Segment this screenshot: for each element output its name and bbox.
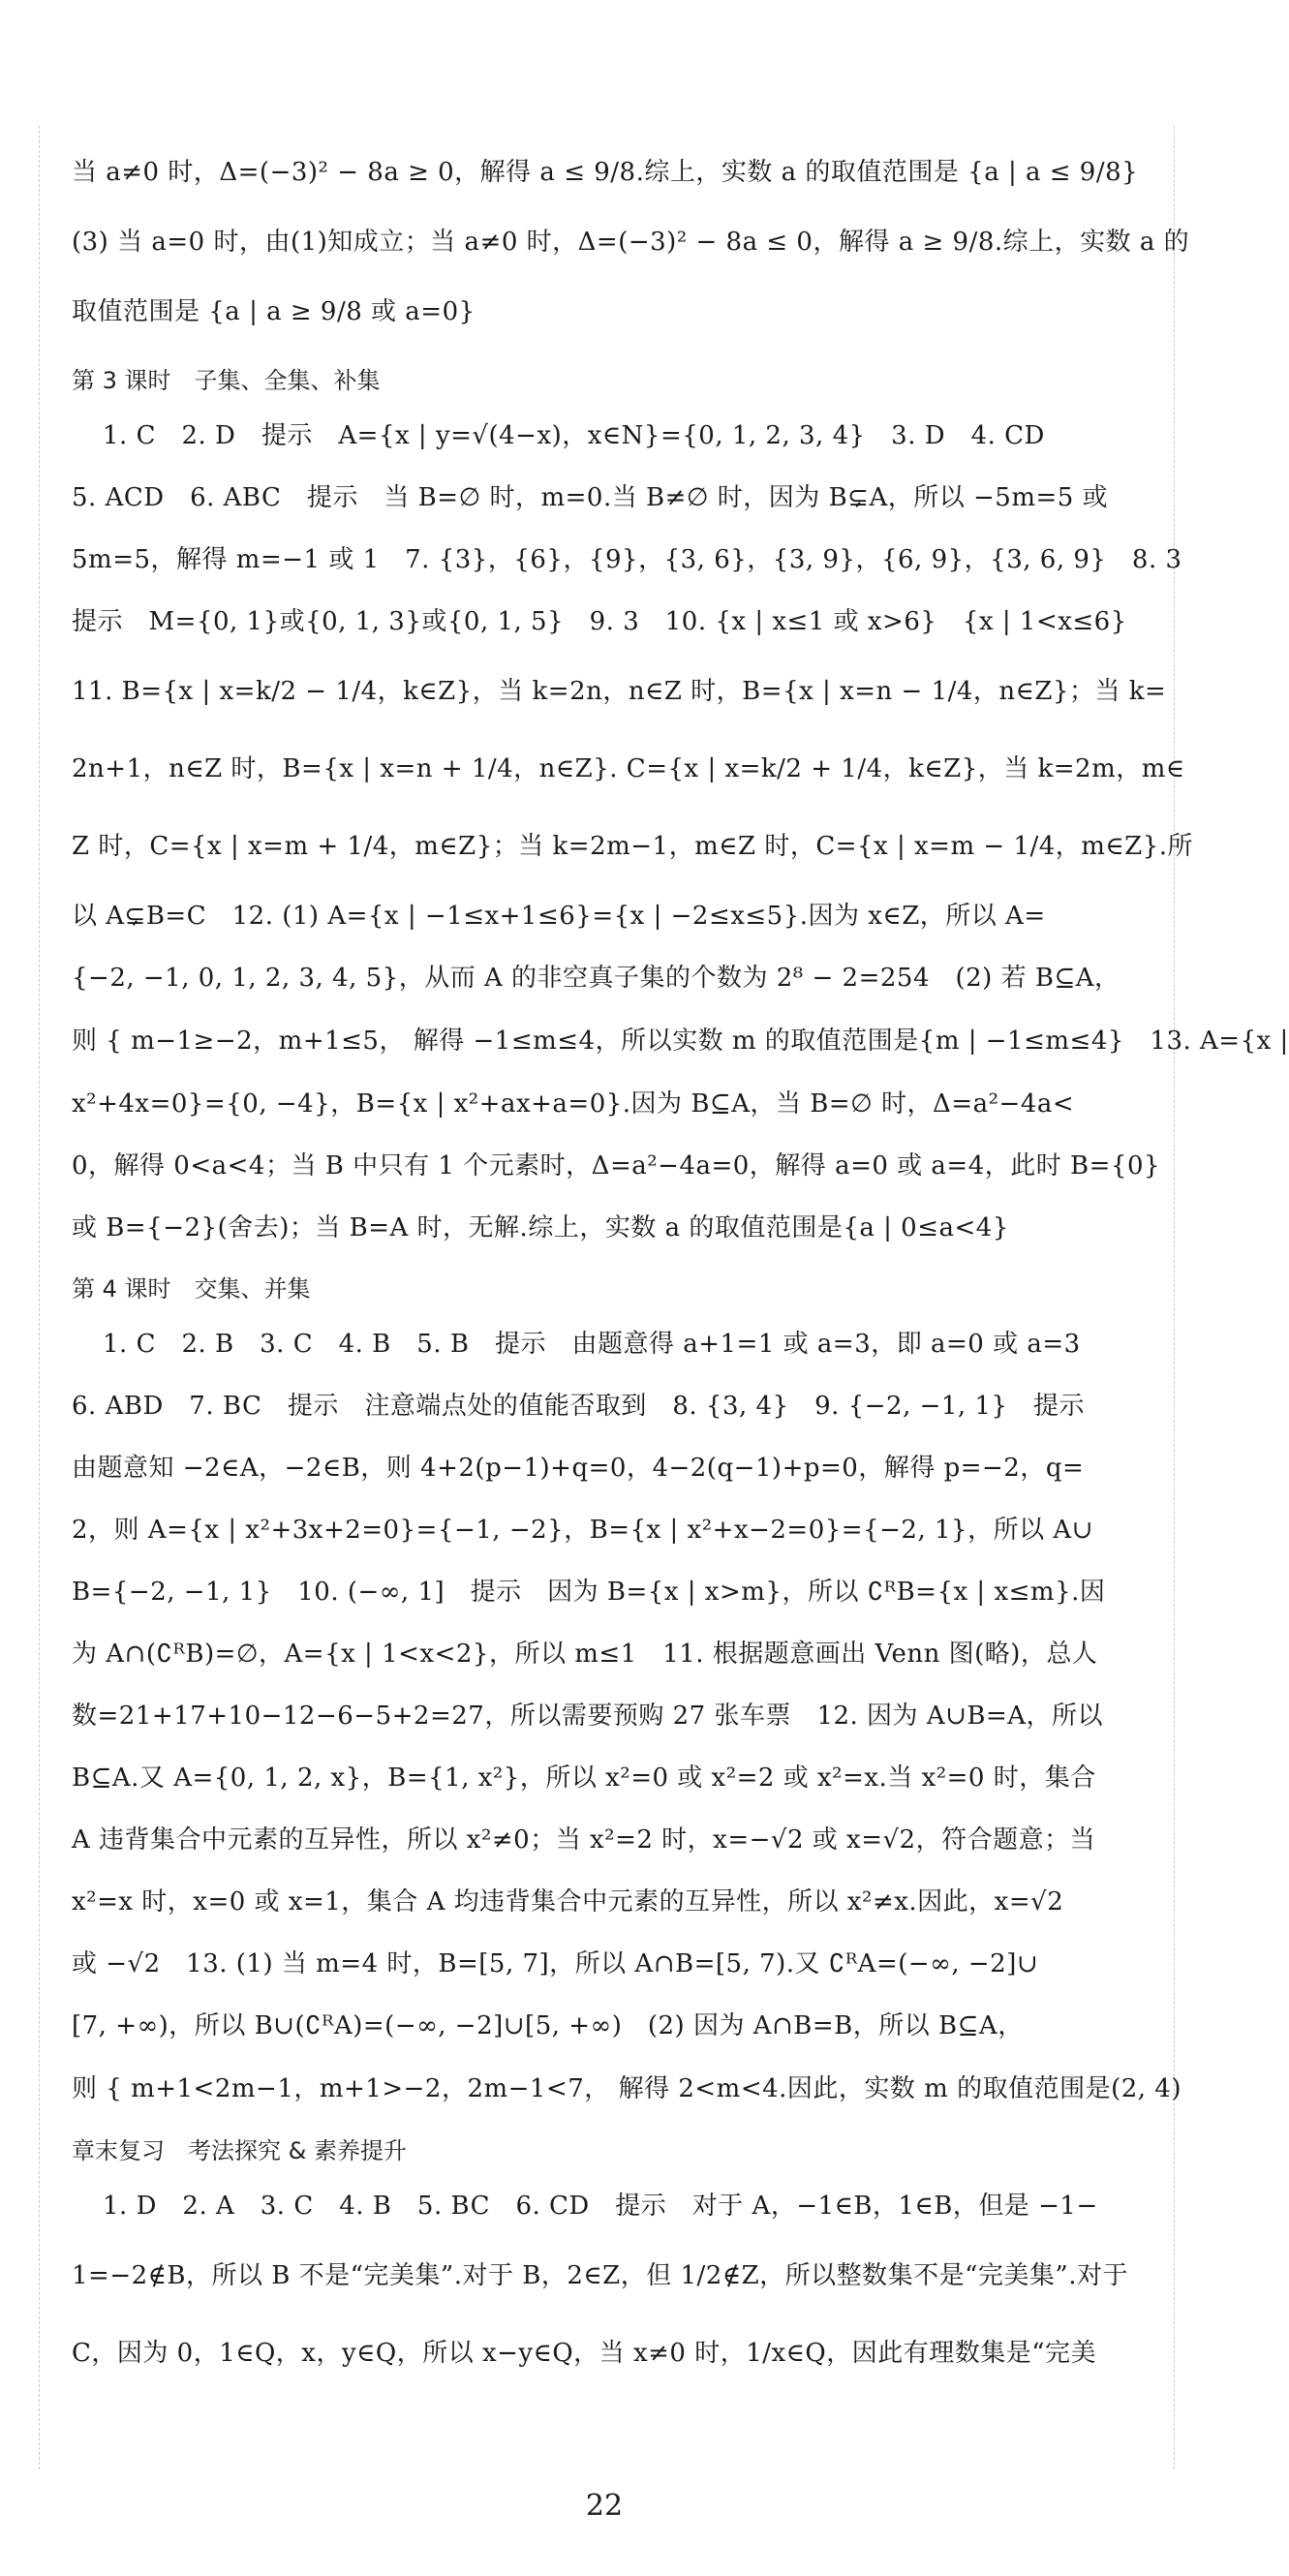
text-line: 1. D 2. A 3. C 4. B 5. BC 6. CD 提示 对于 A，−1∈B，1∈B，但是 −1− bbox=[103, 2192, 1098, 2221]
text-line: 则 { m−1≥−2，m+1≤5， 解得 −1≤m≤4，所以实数 m 的取值范围是{m | −1≤m≤4} 13. A={x | bbox=[72, 1027, 1289, 1056]
section-heading: 章末复习 考法探究 & 素养提升 bbox=[72, 2136, 407, 2164]
text-line: 5. ACD 6. ABC 提示 当 B=∅ 时，m=0.当 B≠∅ 时，因为 B⊊A，所以 −5m=5 或 bbox=[72, 483, 1109, 512]
text-line: 1. C 2. D 提示 A={x | y=√(4−x)，x∈N}={0, 1, 2, 3, 4} 3. D 4. CD bbox=[103, 421, 1045, 450]
answer-text-body bbox=[72, 134, 1289, 2392]
text-line: [7, +∞)，所以 B∪(∁ᴿA)=(−∞, −2]∪[5, +∞) (2) 因为 A∩B=B，所以 B⊆A， bbox=[72, 2011, 1024, 2040]
text-line: 由题意知 −2∈A，−2∈B，则 4+2(p−1)+q=0，4−2(q−1)+p=0，解得 p=−2，q= bbox=[72, 1454, 1085, 1483]
text-line: x²=x 时，x=0 或 x=1，集合 A 均违背集合中元素的互异性，所以 x²≠x.因此，x=√2 bbox=[72, 1887, 1064, 1917]
text-line: x²+4x=0}={0, −4}，B={x | x²+ax+a=0}.因为 B⊆A，当 B=∅ 时，Δ=a²−4a< bbox=[72, 1089, 1075, 1119]
text-line: 2n+1，n∈Z 时，B={x | x=n + 1/4，n∈Z}. C={x | x=k/2 + 1/4，k∈Z}，当 k=2m，m∈ bbox=[72, 754, 1185, 783]
text-line: 2，则 A={x | x²+3x+2=0}={−1, −2}，B={x | x²+x−2=0}={−2, 1}，所以 A∪ bbox=[72, 1516, 1093, 1545]
text-line: Z 时，C={x | x=m + 1/4，m∈Z}；当 k=2m−1，m∈Z 时，C={x | x=m − 1/4，m∈Z}.所 bbox=[72, 832, 1194, 861]
text-line: (3) 当 a=0 时，由(1)知成立；当 a≠0 时，Δ=(−3)² − 8a ≤ 0，解得 a ≥ 9/8.综上，实数 a 的 bbox=[72, 228, 1190, 257]
text-line: 以 A⊊B=C 12. (1) A={x | −1≤x+1≤6}={x | −2≤x≤5}.因为 x∈Z，所以 A= bbox=[72, 902, 1046, 931]
text-line: B={−2, −1, 1} 10. (−∞, 1] 提示 因为 B={x | x>m}，所以 ∁ᴿB={x | x≤m}.因 bbox=[72, 1578, 1106, 1607]
text-line: 5m=5，解得 m=−1 或 1 7. {3}，{6}，{9}，{3, 6}，{3, 9}，{6, 9}，{3, 6, 9} 8. 3 bbox=[72, 545, 1182, 574]
text-line: 或 B={−2}(舍去)；当 B=A 时，无解.综上，实数 a 的取值范围是{a | 0≤a<4} bbox=[72, 1213, 1009, 1242]
text-line: 1=−2∉B，所以 B 不是“完美集”.对于 B，2∈Z，但 1/2∉Z，所以整数集不是“完美集”.对于 bbox=[72, 2261, 1128, 2290]
text-line: 1. C 2. B 3. C 4. B 5. B 提示 由题意得 a+1=1 或 a=3，即 a=0 或 a=3 bbox=[103, 1330, 1081, 1359]
text-line: {−2, −1, 0, 1, 2, 3, 4, 5}，从而 A 的非空真子集的个数为 2⁸ − 2=254 (2) 若 B⊆A， bbox=[72, 964, 1120, 993]
text-line: 提示 M={0, 1}或{0, 1, 3}或{0, 1, 5} 9. 3 10. {x | x≤1 或 x>6} {x | 1<x≤6} bbox=[72, 607, 1127, 636]
text-line: 0，解得 0<a<4；当 B 中只有 1 个元素时，Δ=a²−4a=0，解得 a=0 或 a=4，此时 B={0} bbox=[72, 1151, 1161, 1181]
right-margin-rule bbox=[1174, 126, 1175, 2469]
left-margin-rule bbox=[39, 126, 40, 2469]
text-line: C，因为 0，1∈Q，x，y∈Q，所以 x−y∈Q，当 x≠0 时，1/x∈Q，因此有理数集是“完美 bbox=[72, 2339, 1097, 2368]
text-line: 则 { m+1<2m−1，m+1>−2，2m−1<7， 解得 2<m<4.因此，实数 m 的取值范围是(2, 4) bbox=[72, 2074, 1182, 2103]
section-heading: 第 3 课时 子集、全集、补集 bbox=[72, 366, 381, 394]
text-line: 11. B={x | x=k/2 − 1/4，k∈Z}，当 k=2n，n∈Z 时，B={x | x=n − 1/4，n∈Z}；当 k= bbox=[72, 677, 1167, 706]
text-line: 或 −√2 13. (1) 当 m=4 时，B=[5, 7]，所以 A∩B=[5, 7).又 ∁ᴿA=(−∞, −2]∪ bbox=[72, 1949, 1039, 1978]
text-line: 取值范围是 {a | a ≥ 9/8 或 a=0} bbox=[72, 297, 476, 326]
text-line: 6. ABD 7. BC 提示 注意端点处的值能否取到 8. {3, 4} 9. {−2, −1, 1} 提示 bbox=[72, 1392, 1086, 1421]
section-heading: 第 4 课时 交集、并集 bbox=[72, 1274, 311, 1303]
text-line: B⊆A.又 A={0, 1, 2, x}，B={1, x²}，所以 x²=0 或 x²=2 或 x²=x.当 x²=0 时，集合 bbox=[72, 1763, 1096, 1793]
text-line: 当 a≠0 时，Δ=(−3)² − 8a ≥ 0，解得 a ≤ 9/8.综上，实数 a 的取值范围是 {a | a ≤ 9/8} bbox=[72, 158, 1139, 187]
text-line: A 违背集合中元素的互异性，所以 x²≠0；当 x²=2 时，x=−√2 或 x=√2，符合题意；当 bbox=[72, 1825, 1096, 1855]
page-number: 22 bbox=[585, 2489, 624, 2523]
text-line: 数=21+17+10−12−6−5+2=27，所以需要预购 27 张车票 12. 因为 A∪B=A，所以 bbox=[72, 1702, 1104, 1731]
text-line: 为 A∩(∁ᴿB)=∅，A={x | 1<x<2}，所以 m≤1 11. 根据题意画出 Venn 图(略)，总人 bbox=[72, 1640, 1098, 1669]
